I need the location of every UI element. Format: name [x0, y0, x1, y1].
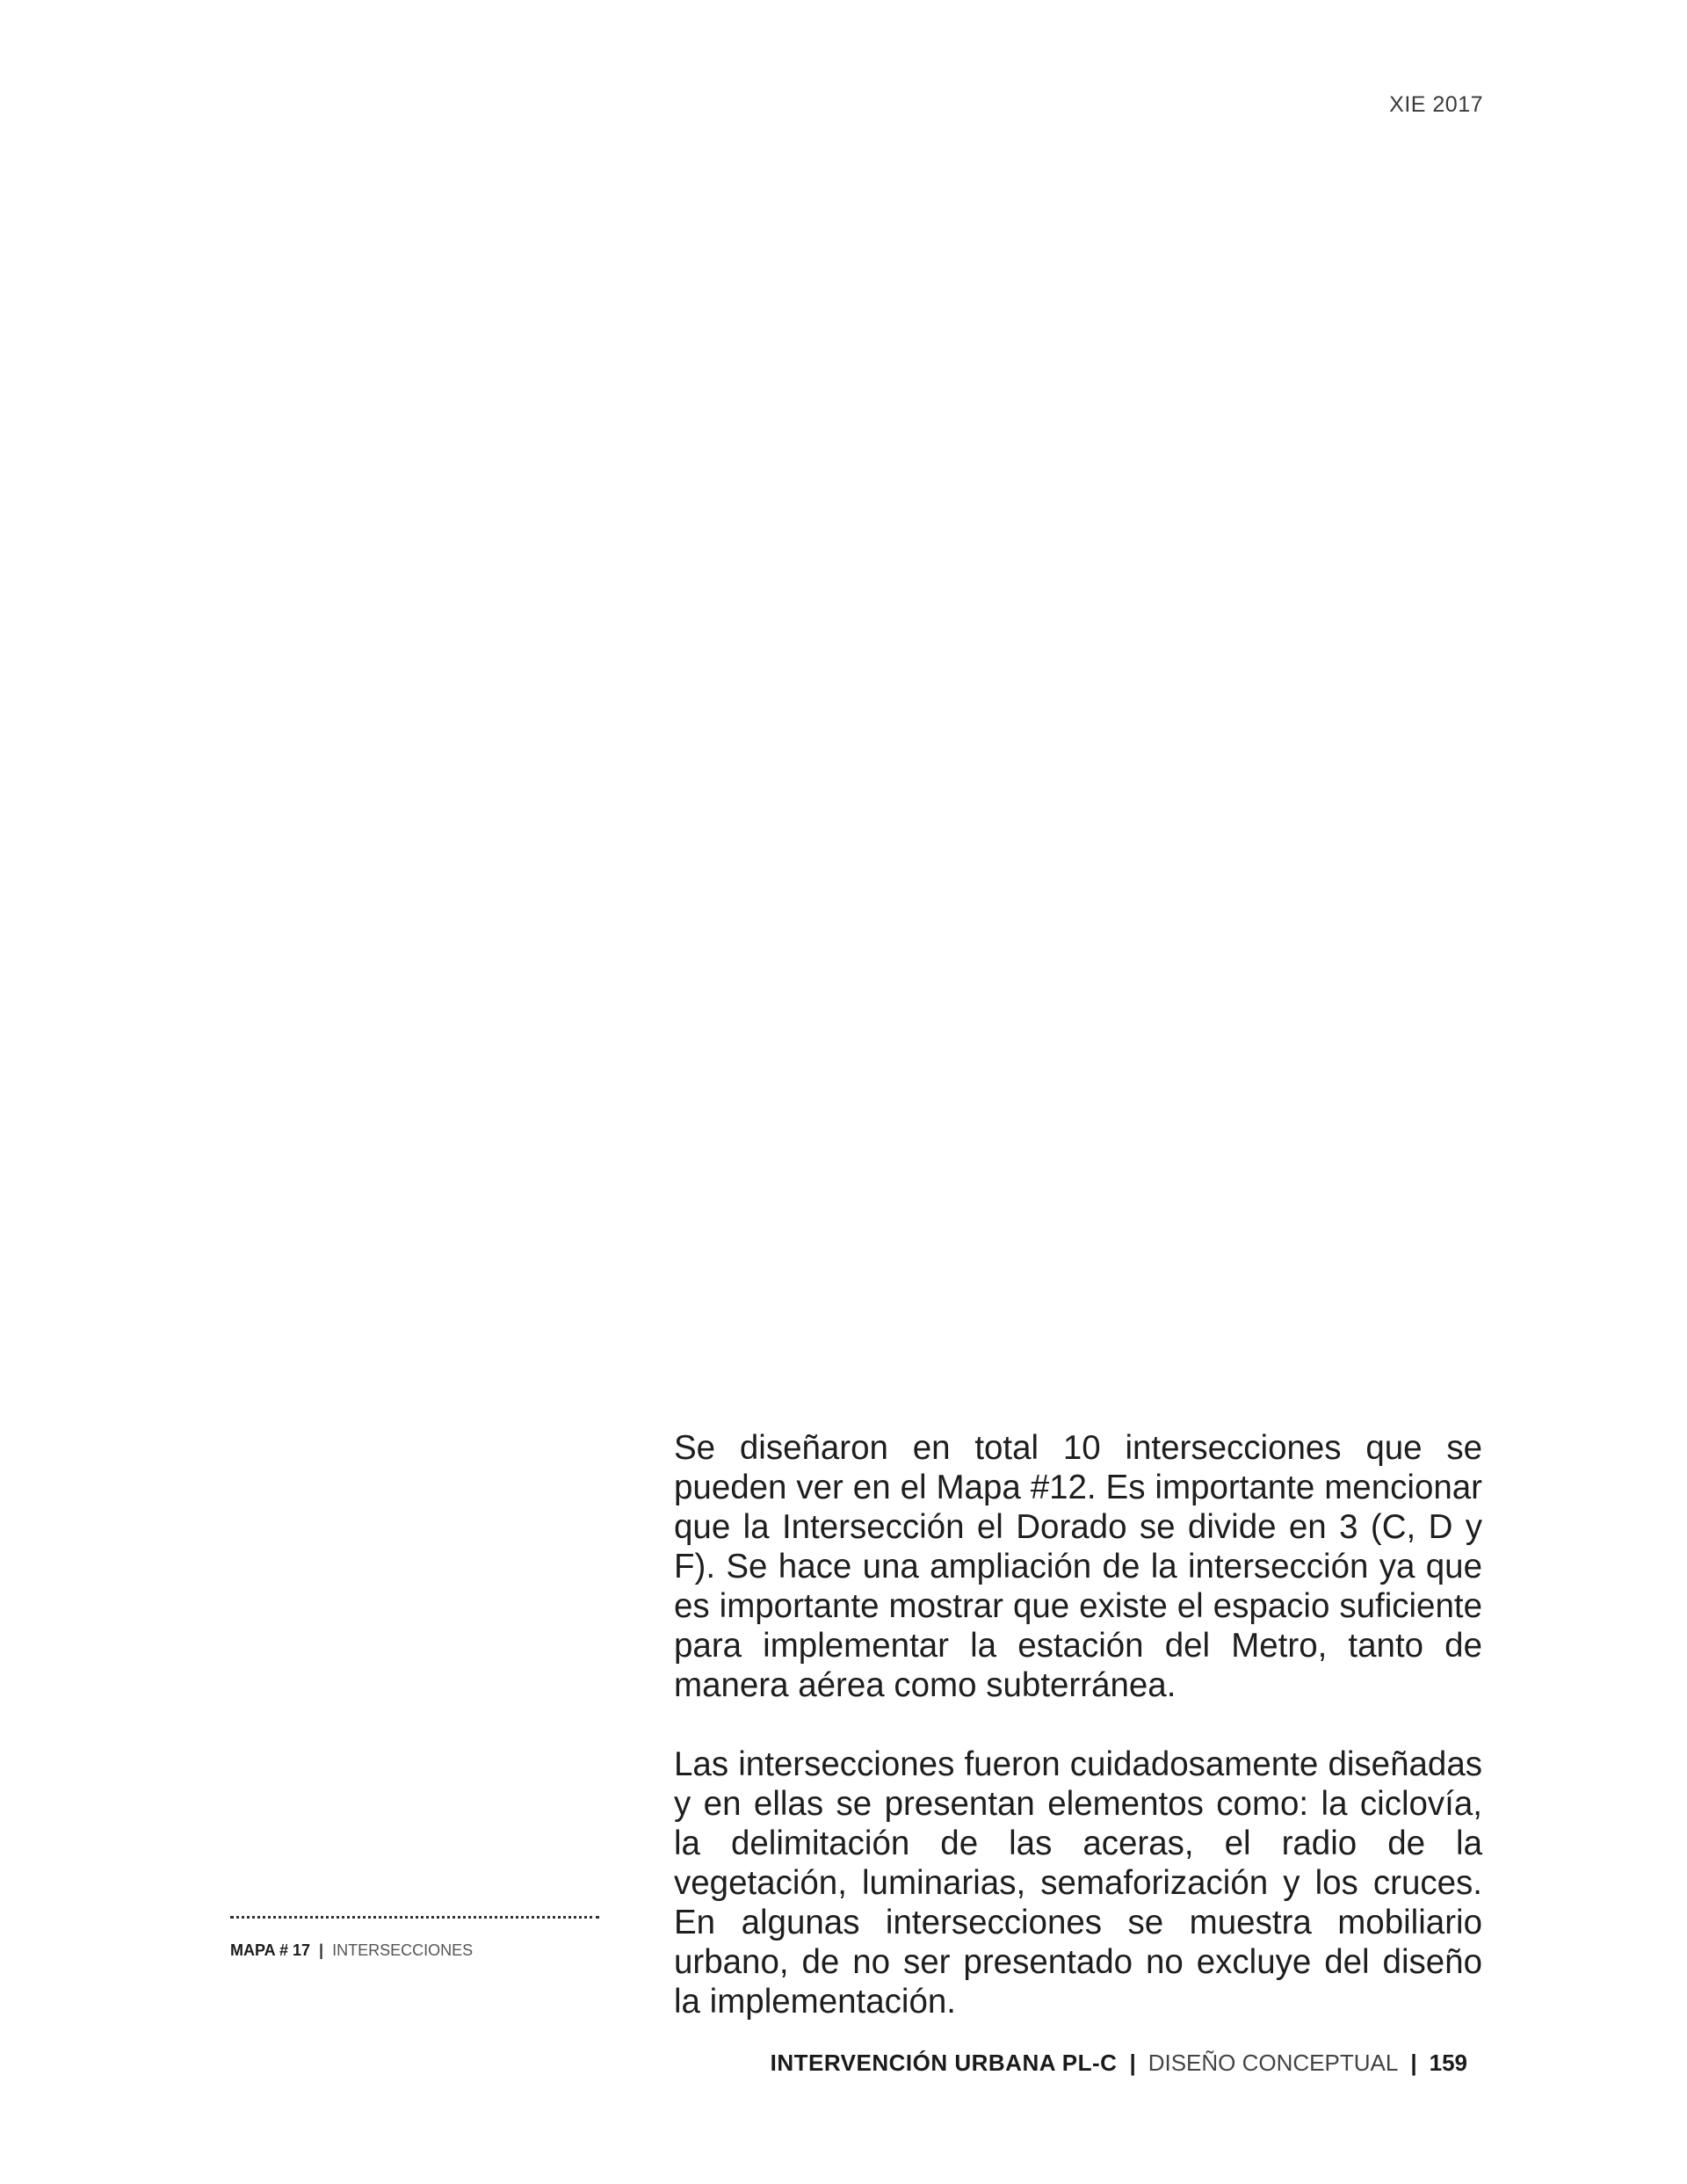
map-caption [230, 1916, 599, 1960]
footer-project-title: INTERVENCIÓN URBANA PL-C [770, 2050, 1118, 2076]
map-title: INTERSECCIONES [332, 1941, 474, 1959]
page-footer [771, 2050, 1467, 2077]
caption-separator: | [319, 1941, 324, 1959]
footer-separator-2: | [1410, 2050, 1417, 2076]
body-paragraph-1: Se diseñaron en total 10 intersecciones que se pueden ver en el Mapa #12. Es importante mencionar que la Intersección el Dorado se divide en 3 (C, D y F). Se hace una ampliación de la intersección ya que es importante mostrar que existe el espacio suficiente para implementar la estación del Metro, tanto de manera aérea como subterránea. [674, 1429, 1482, 1704]
header-edition: XIE 2017 [1389, 92, 1483, 117]
footer-section-title: DISEÑO CONCEPTUAL [1148, 2050, 1399, 2076]
body-paragraph-2: Las intersecciones fueron cuidadosamente diseñadas y en ellas se presentan elementos como: la ciclovía, la delimitación de las aceras, el radio de la vegetación, luminarias, semaforización y los cruces. En algunas intersecciones se muestra mobiliario urbano, de no ser presentado no excluye del diseño la implementación. [674, 1745, 1482, 2021]
map-number: MAPA # 17 [230, 1941, 311, 1959]
body-text [674, 1428, 1482, 2021]
caption-line [230, 1941, 599, 1960]
page-number: 159 [1429, 2050, 1467, 2076]
caption-divider [230, 1916, 599, 1919]
footer-separator-1: | [1129, 2050, 1136, 2076]
